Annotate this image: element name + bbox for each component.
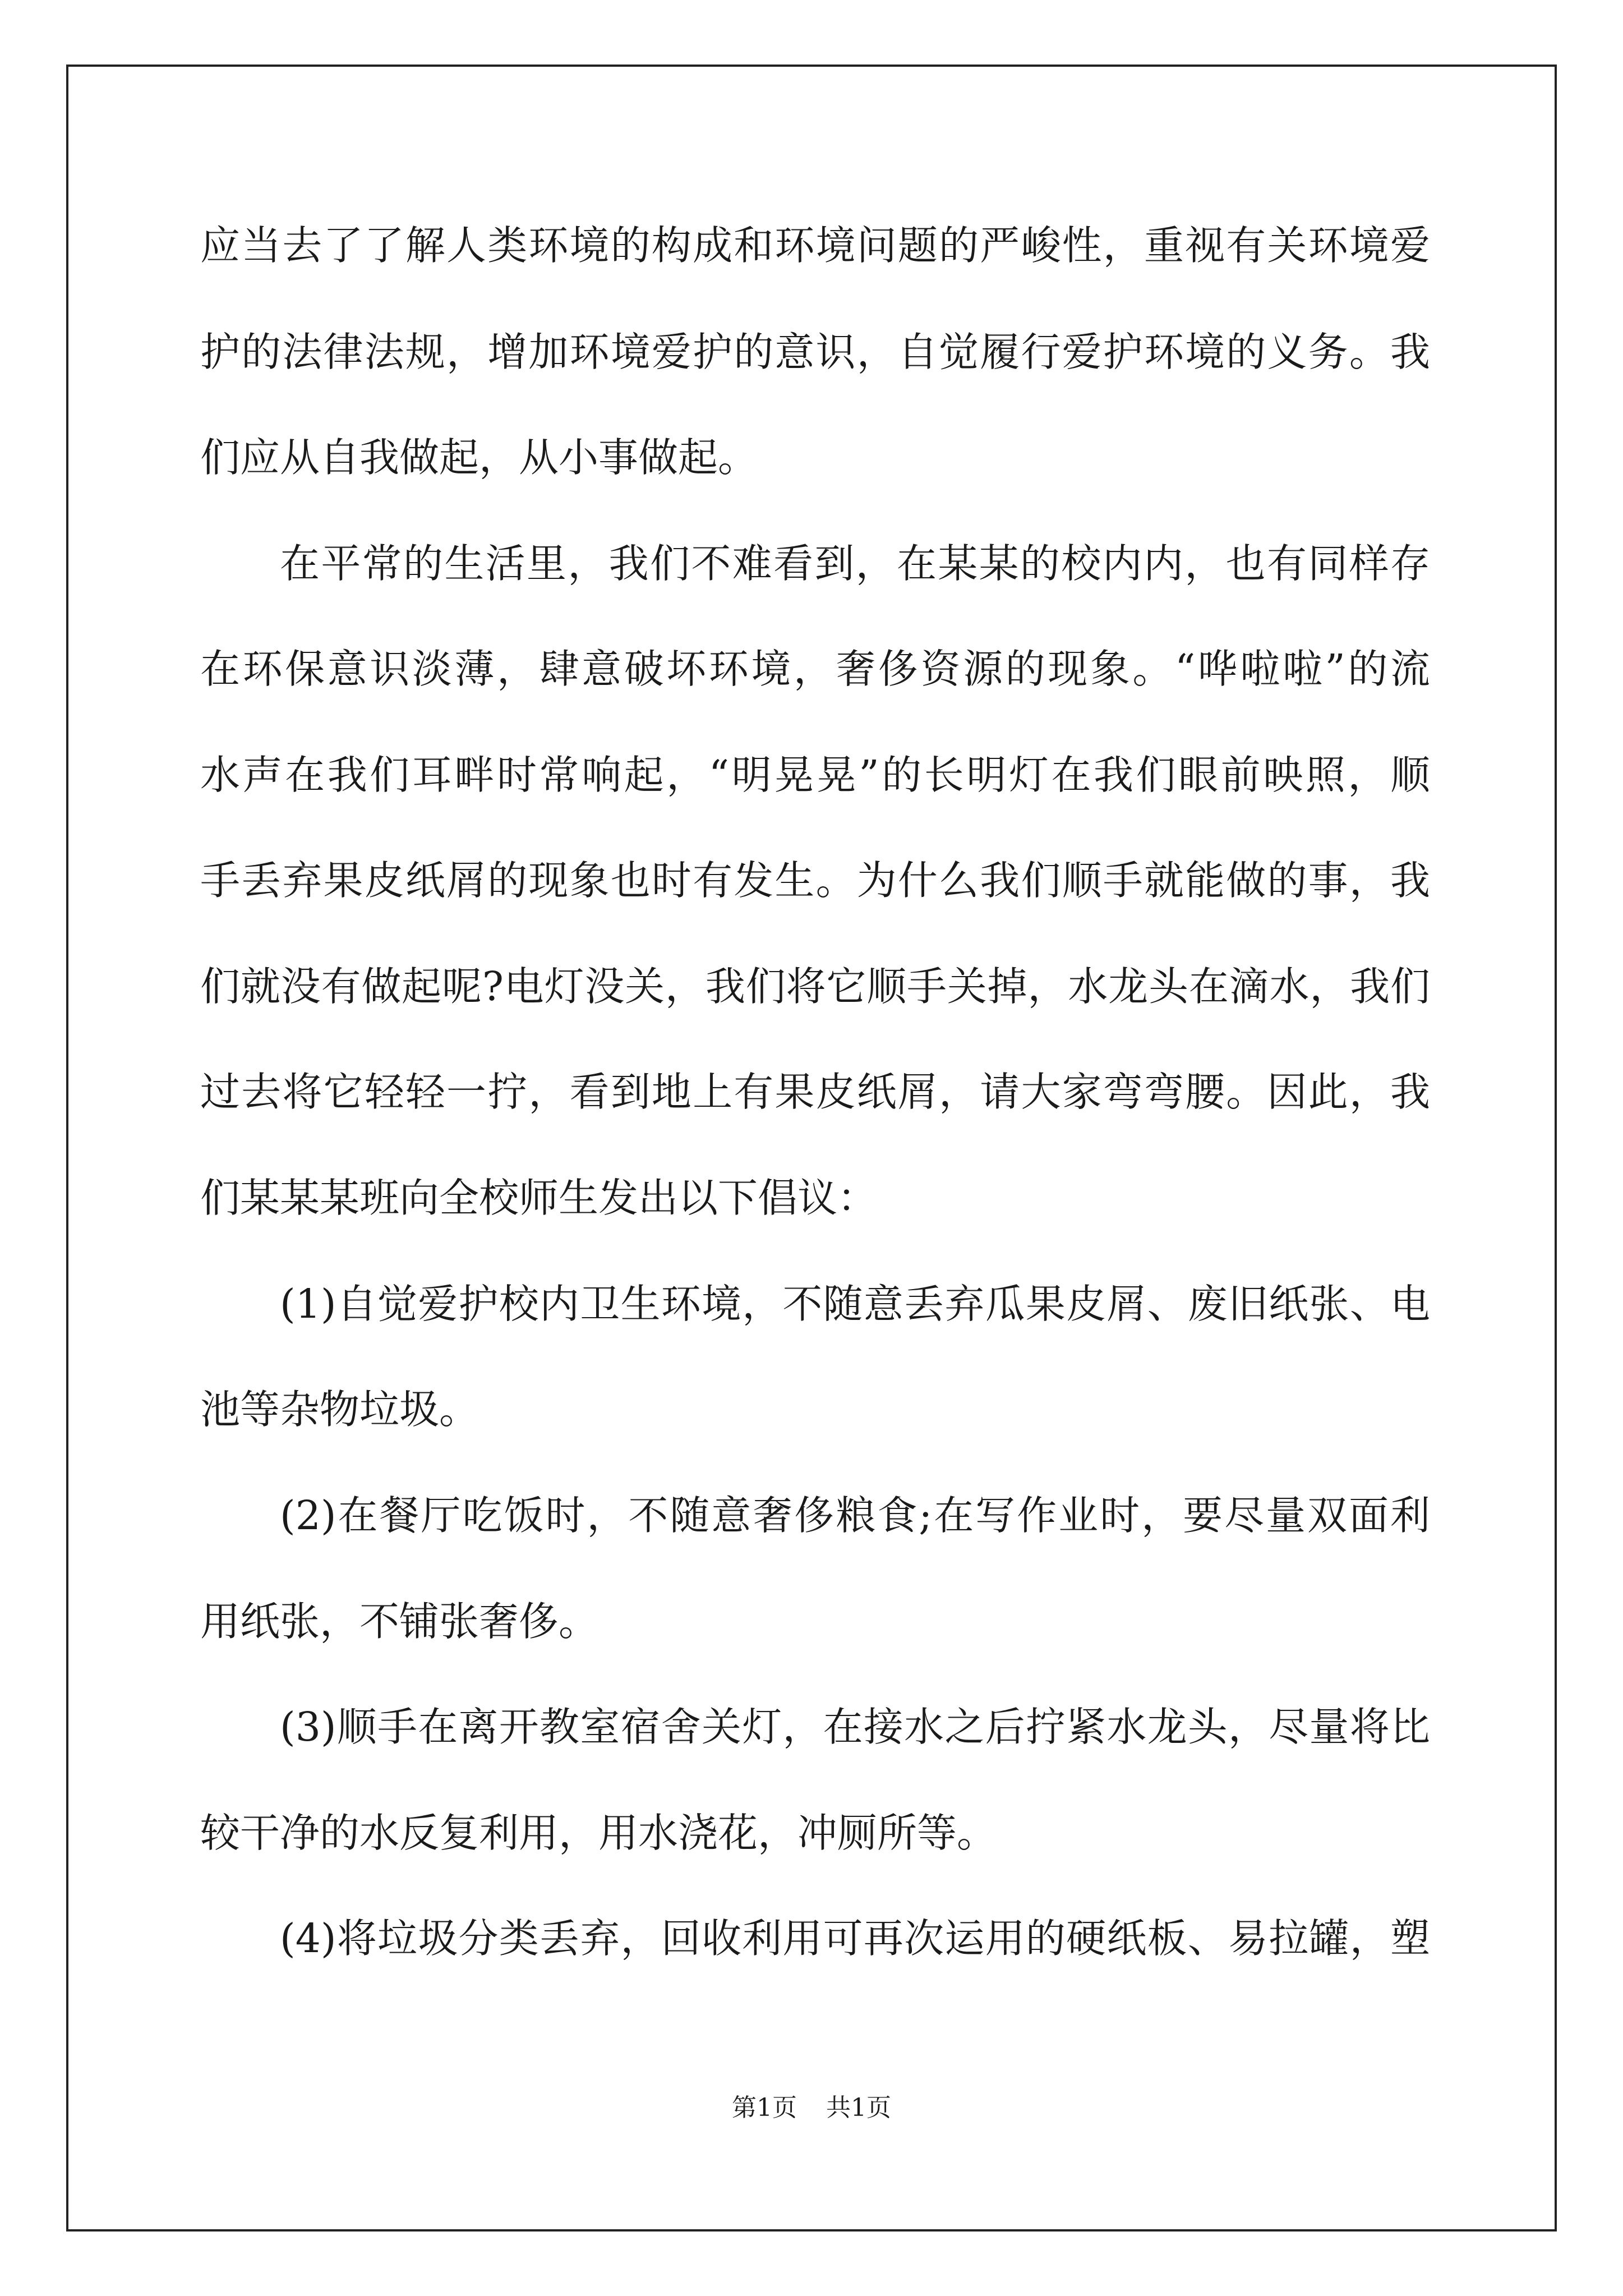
page-footer xyxy=(0,2091,1623,2125)
body-text-line: 们某某某班向全校师生发出以下倡议： xyxy=(200,1175,878,1221)
body-text-line: (2)在餐厅吃饭时，不随意奢侈粮食;在写作业时，要尽量双面利 xyxy=(280,1492,1430,1539)
body-text-line: 应当去了了解人类环境的构成和环境问题的严峻性，重视有关环境爱 xyxy=(200,222,1430,269)
body-text-line: 护的法律法规，增加环境爱护的意识，自觉履行爱护环境的义务。我 xyxy=(200,329,1430,375)
body-text-line: (3)顺手在离开教室宿舍关灯，在接水之后拧紧水龙头，尽量将比 xyxy=(280,1704,1430,1750)
page-total: 共1页 xyxy=(826,2093,891,2122)
body-text-line: 过去将它轻轻一拧，看到地上有果皮纸屑，请大家弯弯腰。因此，我 xyxy=(200,1069,1430,1115)
page-border xyxy=(66,65,1557,2231)
page-number: 第1页 xyxy=(732,2093,797,2122)
body-text-line: (4)将垃圾分类丢弃，回收利用可再次运用的硬纸板、易拉罐，塑 xyxy=(280,1915,1430,1962)
body-text-line: 水声在我们耳畔时常响起，“明晃晃”的长明灯在我们眼前映照，顺 xyxy=(200,752,1430,798)
body-text-line: 在环保意识淡薄，肆意破坏环境，奢侈资源的现象。“哗啦啦”的流 xyxy=(200,646,1430,692)
body-text-line: (1)自觉爱护校内卫生环境，不随意丢弃瓜果皮屑、废旧纸张、电 xyxy=(280,1281,1430,1327)
body-text-line: 用纸张，不铺张奢侈。 xyxy=(200,1598,599,1645)
body-text-line: 在平常的生活里，我们不难看到，在某某的校内内，也有同样存 xyxy=(280,540,1430,587)
body-text-line: 手丢弃果皮纸屑的现象也时有发生。为什么我们顺手就能做的事，我 xyxy=(200,857,1430,904)
body-text-line: 较干净的水反复利用，用水浇花，冲厕所等。 xyxy=(200,1810,997,1856)
body-text-line: 们应从自我做起，从小事做起。 xyxy=(200,434,758,481)
body-text-line: 池等杂物垃圾。 xyxy=(200,1386,479,1433)
body-text-line: 们就没有做起呢?电灯没关，我们将它顺手关掉，水龙头在滴水，我们 xyxy=(200,963,1430,1010)
